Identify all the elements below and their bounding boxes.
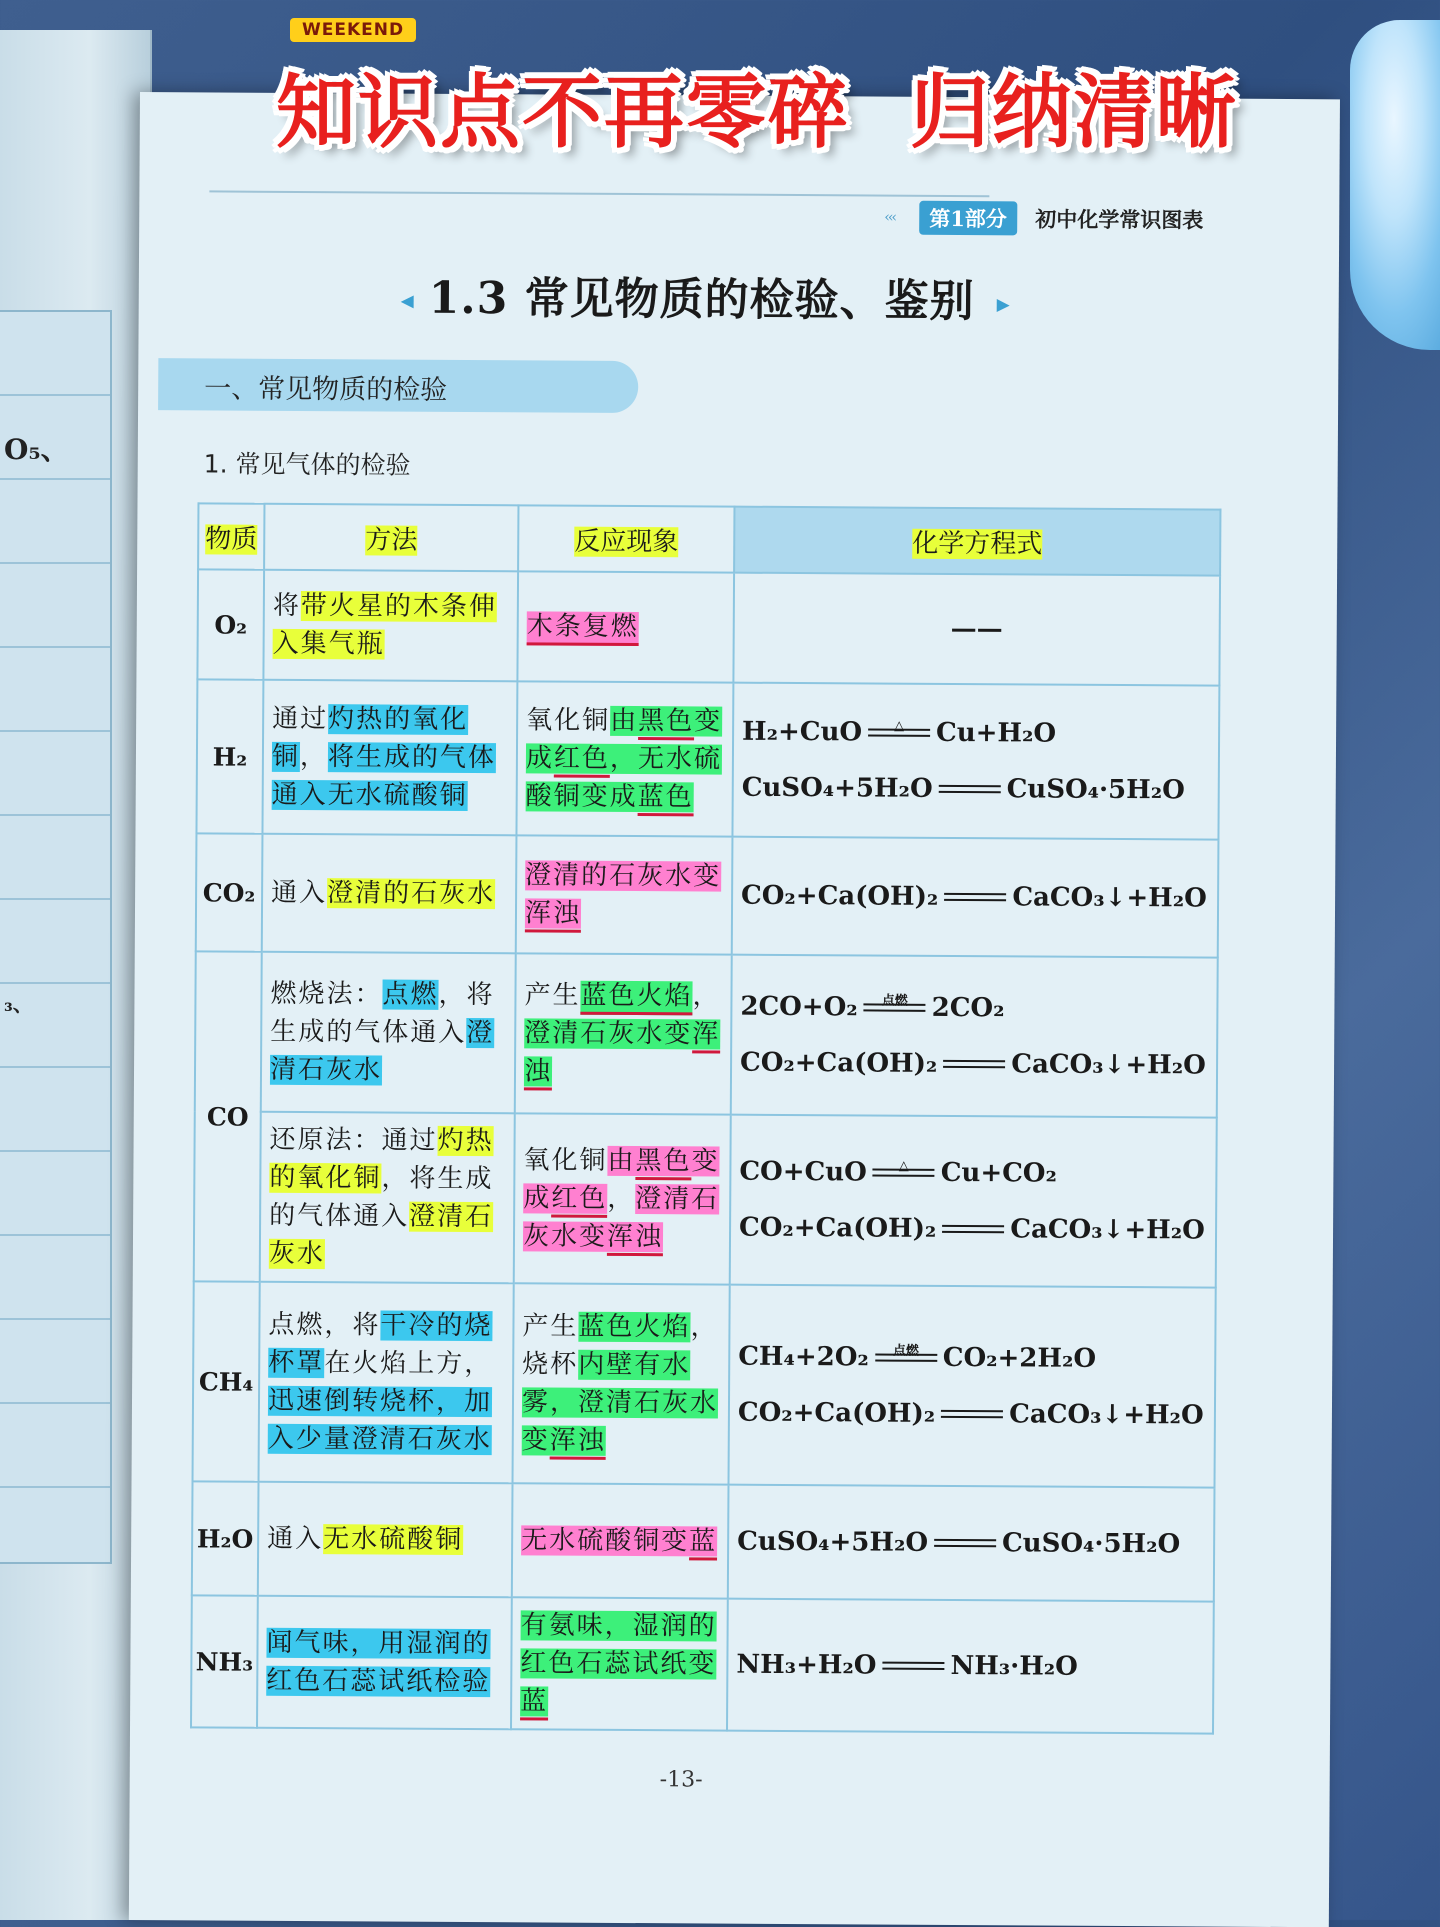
phenomenon-cell — [512, 1483, 729, 1598]
method-cell — [262, 680, 517, 836]
method-cell — [258, 1482, 513, 1598]
table-header-row — [198, 503, 1220, 575]
equation-line: CH₄+2O₂ 点燃 CO₂+2H₂O — [738, 1341, 1097, 1374]
equation-line: CuSO₄+5H₂O CuSO₄·5H₂O — [737, 1526, 1181, 1560]
equation-line: CO₂+Ca(OH)₂ CaCO₃↓+H₂O — [741, 880, 1207, 914]
method-text: 燃烧法：点燃，将生成的气体通入澄清石灰水 — [269, 978, 495, 1086]
phenomenon-cell — [516, 681, 733, 836]
equation-cell — [731, 955, 1218, 1118]
method-cell — [262, 834, 517, 954]
substance-cell: CH₄ — [193, 1281, 260, 1481]
method-cell — [263, 570, 518, 682]
previous-page — [0, 30, 152, 1920]
table-row — [191, 1595, 1214, 1733]
phenomenon-text: 有氨味，湿润的红色石蕊试纸变蓝 — [520, 1610, 717, 1716]
running-header: 初中化学常识图表 — [1035, 206, 1204, 233]
part-badge: 第1部分 — [919, 201, 1017, 236]
section-title: 一、常见物质的检验 — [204, 373, 448, 406]
equation-line: NH₃+H₂O NH₃·H₂O — [736, 1649, 1078, 1682]
table-row — [192, 1481, 1215, 1601]
method-cell — [260, 1112, 515, 1284]
gas-test-table — [190, 502, 1221, 1734]
table-row — [195, 951, 1218, 1117]
page-number: -13- — [659, 1767, 703, 1793]
phenomenon-text: 澄清的石灰水变浑浊 — [525, 860, 721, 928]
substance-cell: NH₃ — [191, 1595, 258, 1727]
equation-line: CO+CuO △ Cu+CO₂ — [739, 1156, 1058, 1189]
table-row — [196, 833, 1219, 957]
phenomenon-cell — [511, 1597, 728, 1730]
header-phenomenon: 反应现象 — [518, 505, 734, 572]
method-text: 点燃，将干冷的烧杯罩在火焰上方，迅速倒转烧杯，加入少量澄清石灰水 — [267, 1309, 493, 1456]
table-row — [193, 1281, 1216, 1487]
substance-cell: CO — [194, 951, 262, 1281]
header-rule — [209, 190, 989, 197]
equation-line: CO₂+Ca(OH)₂ CaCO₃↓+H₂O — [737, 1397, 1204, 1431]
table-row — [194, 1111, 1217, 1287]
method-cell — [257, 1596, 512, 1730]
substance-cell: H₂O — [192, 1481, 259, 1595]
equation-line: CuSO₄+5H₂O CuSO₄·5H₂O — [741, 772, 1185, 806]
phenomenon-text: 木条复燃 — [527, 611, 639, 646]
method-text: 还原法：通过灼热的氧化铜，将生成的气体通入澄清石灰水 — [268, 1124, 494, 1270]
title-right-arrow-icon: ▸ — [996, 289, 1010, 320]
header-equation: 化学方程式 — [734, 507, 1220, 576]
phenomenon-cell — [516, 835, 733, 954]
previous-page-fragment: ₃、 — [4, 992, 33, 1016]
previous-page-table — [0, 310, 112, 1564]
subsection-title: 1. 常见气体的检验 — [203, 449, 411, 480]
method-text: 闻气味，用湿润的红色石蕊试纸检验 — [266, 1627, 491, 1698]
equation-line: 2CO+O₂ 点燃 2CO₂ — [740, 991, 1005, 1024]
method-cell — [261, 952, 516, 1114]
phenomenon-text: 氧化铜由黑色变成红色，澄清石灰水变浑浊 — [523, 1145, 720, 1252]
phenomenon-cell — [514, 1113, 731, 1284]
equation-cell — [727, 1599, 1214, 1734]
equation-cell — [733, 573, 1220, 686]
chapter-title: 1.3 常见物质的检验、鉴别 — [428, 272, 975, 328]
equation-cell — [732, 837, 1219, 958]
equation-line: CO₂+Ca(OH)₂ CaCO₃↓+H₂O — [739, 1047, 1206, 1081]
book-page — [129, 92, 1340, 1927]
method-text: 将带火星的木条伸入集气瓶 — [272, 590, 497, 660]
title-left-arrow-icon: ◂ — [400, 285, 414, 316]
equation-cell — [730, 1115, 1217, 1288]
header-substance: 物质 — [198, 503, 264, 569]
equation-cell — [729, 1285, 1216, 1488]
header-arrows-icon: ‹‹‹ — [884, 209, 896, 226]
header-method: 方法 — [264, 504, 518, 572]
method-text: 通过灼热的氧化铜，将生成的气体通入无水硫酸铜 — [271, 703, 497, 812]
flower-decoration — [1350, 20, 1440, 350]
phenomenon-cell — [515, 953, 732, 1114]
equation-cell — [728, 1485, 1215, 1602]
phenomenon-text: 产生蓝色火焰，澄清石灰水变浑浊 — [524, 980, 721, 1086]
banner-title: 知识点不再零碎 归纳清晰 — [276, 66, 1238, 159]
method-text: 通入无水硫酸铜 — [267, 1523, 464, 1556]
method-cell — [259, 1282, 514, 1484]
substance-cell: CO₂ — [196, 833, 263, 951]
table-row — [196, 679, 1219, 839]
equation-line: —— — [950, 613, 1003, 645]
method-text: 通入澄清的石灰水 — [271, 877, 496, 910]
table-row — [197, 569, 1220, 685]
substance-cell: O₂ — [197, 569, 264, 679]
weekend-tag: WEEKEND — [290, 18, 416, 42]
previous-page-fragment: O₅、 — [4, 433, 69, 466]
equation-cell — [732, 683, 1219, 840]
phenomenon-cell — [517, 571, 734, 682]
substance-cell: H₂ — [196, 679, 263, 833]
phenomenon-text: 产生蓝色火焰，烧杯内壁有水雾，澄清石灰水变浑浊 — [522, 1311, 719, 1456]
equation-line: CO₂+Ca(OH)₂ CaCO₃↓+H₂O — [738, 1212, 1205, 1246]
phenomenon-text: 氧化铜由黑色变成红色，无水硫酸铜变成蓝色 — [526, 705, 723, 812]
phenomenon-cell — [513, 1283, 730, 1484]
equation-line: H₂+CuO △ Cu+H₂O — [742, 716, 1057, 749]
phenomenon-text: 无水硫酸铜变蓝 — [521, 1525, 717, 1556]
